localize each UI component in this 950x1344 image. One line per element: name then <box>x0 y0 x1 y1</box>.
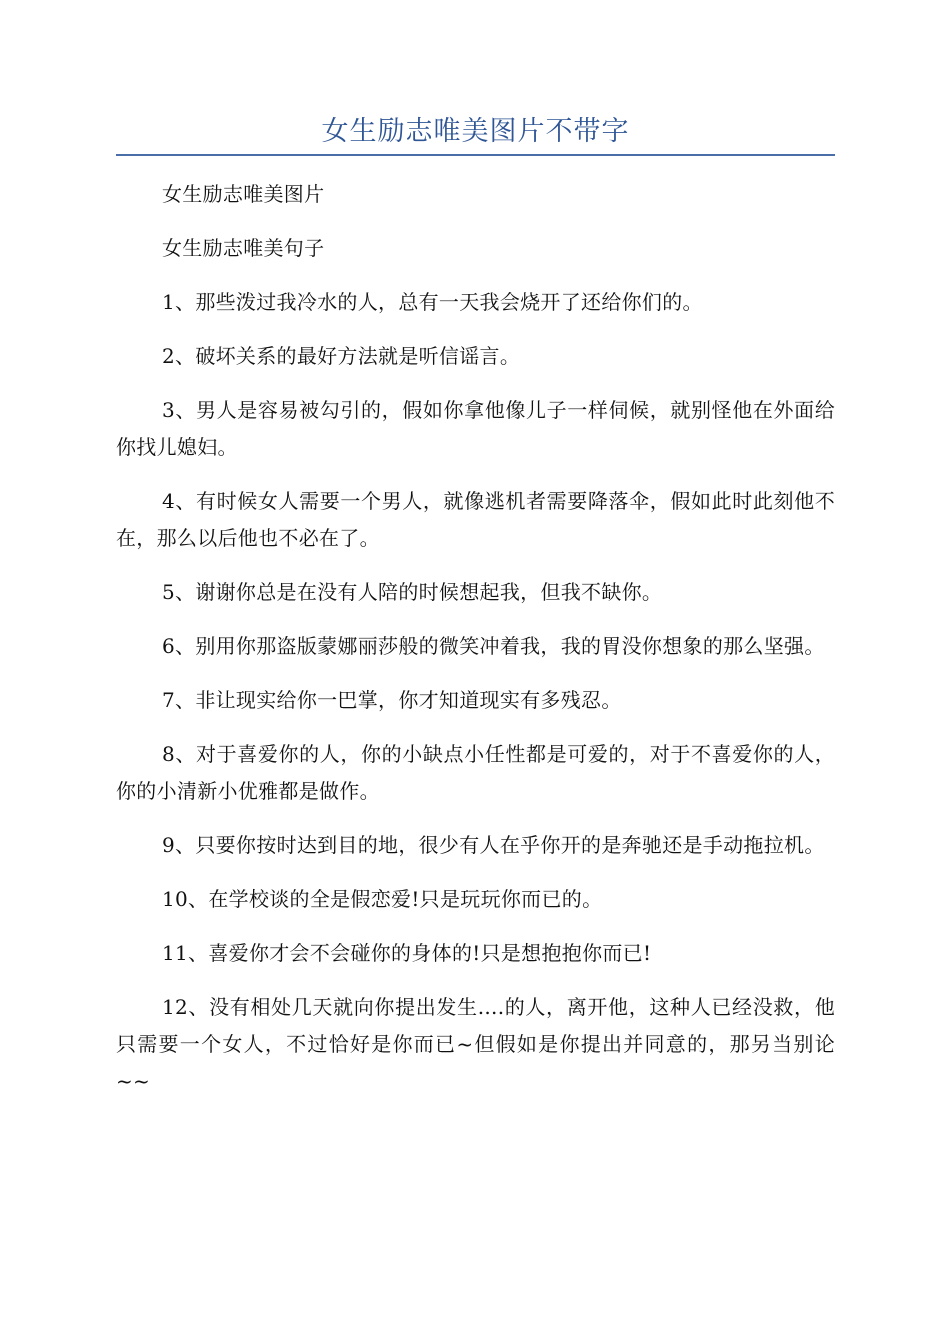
quote-paragraph: 10、在学校谈的全是假恋爱!只是玩玩你而已的。 <box>162 887 603 911</box>
heading-line-images: 女生励志唯美图片 <box>162 182 325 206</box>
heading-line-sentences: 女生励志唯美句子 <box>162 236 325 260</box>
quote-paragraph: 9、只要你按时达到目的地，很少有人在乎你开的是奔驰还是手动拖拉机。 <box>162 833 825 857</box>
quote-paragraph: 5、谢谢你总是在没有人陪的时候想起我，但我不缺你。 <box>162 580 663 604</box>
quote-paragraph: 7、非让现实给你一巴掌，你才知道现实有多残忍。 <box>162 688 622 712</box>
quote-paragraph: 4、有时候女人需要一个男人，就像逃机者需要降落伞，假如此时此刻他不在，那么以后他也不必在了。 <box>116 489 835 550</box>
document-title: 女生励志唯美图片不带字 <box>321 116 630 147</box>
quote-paragraph: 6、别用你那盗版蒙娜丽莎般的微笑冲着我，我的胃没你想象的那么坚强。 <box>162 634 825 658</box>
document-body <box>116 176 835 1100</box>
quote-paragraph: 8、对于喜爱你的人，你的小缺点小任性都是可爱的，对于不喜爱你的人，你的小清新小优雅都是做作。 <box>116 742 835 803</box>
quote-paragraph: 12、没有相处几天就向你提出发生....的人，离开他，这种人已经没救，他只需要一个女人，不过恰好是你而已~但假如是你提出并同意的，那另当别论~~ <box>116 995 835 1093</box>
quote-paragraph: 11、喜爱你才会不会碰你的身体的!只是想抱抱你而已! <box>162 941 652 965</box>
title-underline <box>116 154 835 156</box>
quote-paragraph: 1、那些泼过我冷水的人，总有一天我会烧开了还给你们的。 <box>162 290 703 314</box>
quote-paragraph: 2、破坏关系的最好方法就是听信谣言。 <box>162 344 521 368</box>
quote-paragraph: 3、男人是容易被勾引的，假如你拿他像儿子一样伺候，就别怪他在外面给你找儿媳妇。 <box>116 398 835 459</box>
